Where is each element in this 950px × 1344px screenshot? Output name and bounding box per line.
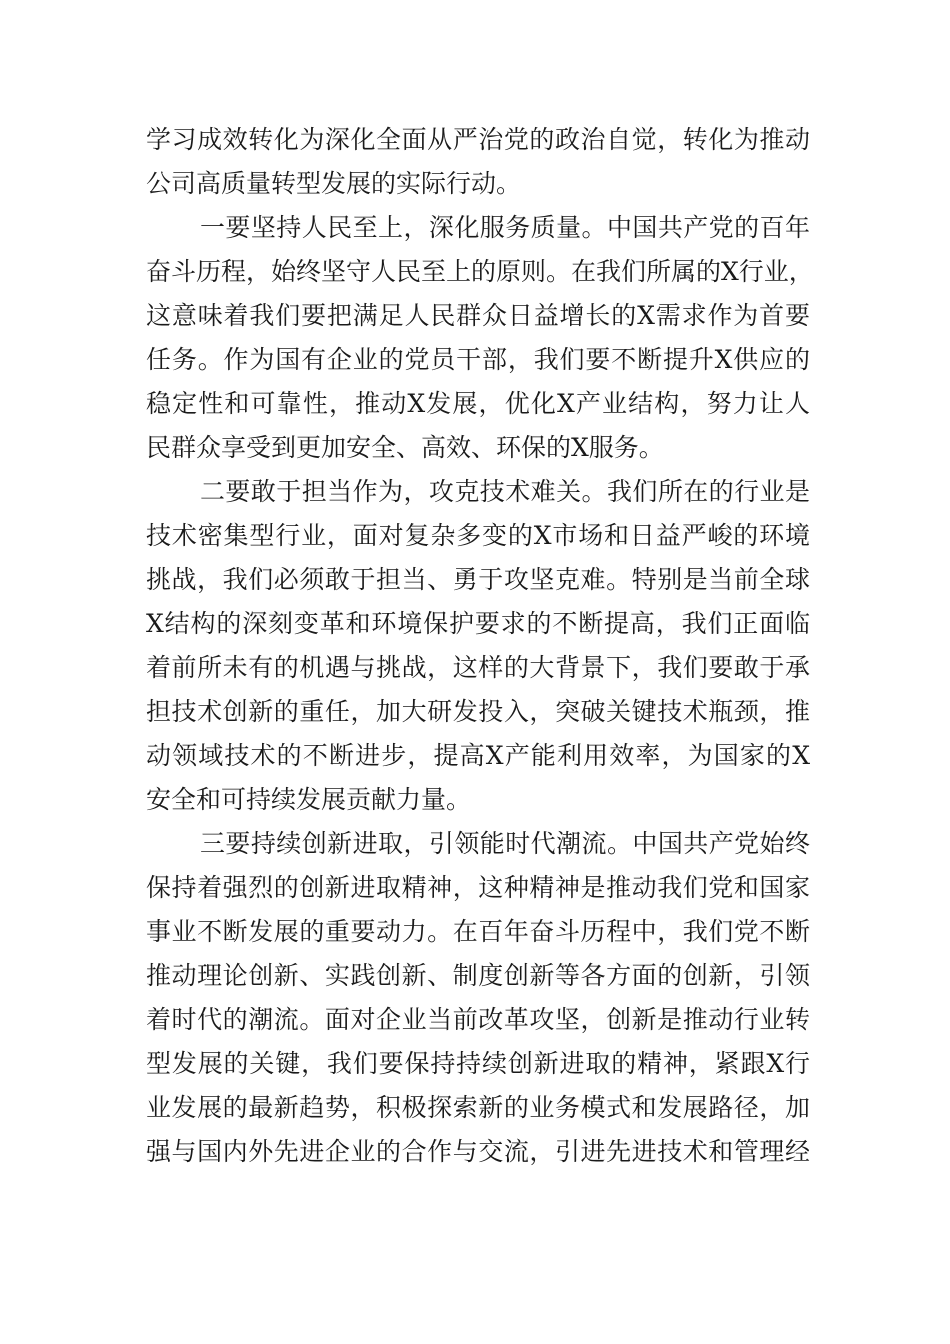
body-text: [146, 118, 814, 1174]
text-line: 推动理论创新、实践创新、制度创新等各方面的创新，引领: [146, 961, 810, 990]
text-line: 任务。作为国有企业的党员干部，我们要不断提升X供应的: [146, 345, 810, 374]
text-line: 奋斗历程，始终坚守人民至上的原则。在我们所属的X行业，: [146, 257, 814, 286]
text-line: X结构的深刻变革和环境保护要求的不断提高，我们正面临: [146, 609, 810, 638]
text-line: 着前所未有的机遇与挑战，这样的大背景下，我们要敢于承: [146, 653, 810, 682]
text-line: 着时代的潮流。面对企业当前改革攻坚，创新是推动行业转: [146, 1005, 810, 1034]
paragraph-first-line: 三要持续创新进取，引领能时代潮流。中国共产党始终: [200, 829, 810, 858]
text-line: 民群众享受到更加安全、高效、环保的X服务。: [146, 433, 664, 462]
paragraph-first-line: 一要坚持人民至上，深化服务质量。中国共产党的百年: [200, 213, 810, 242]
paragraph-first-line: 二要敢于担当作为，攻克技术难关。我们所在的行业是: [200, 477, 810, 506]
text-line: 学习成效转化为深化全面从严治党的政治自觉，转化为推动: [146, 125, 810, 154]
text-line: 业发展的最新趋势，积极探索新的业务模式和发展路径，加: [146, 1093, 810, 1122]
text-line: 保持着强烈的创新进取精神，这种精神是推动我们党和国家: [146, 873, 810, 902]
text-line: 型发展的关键，我们要保持持续创新进取的精神，紧跟X行: [146, 1049, 810, 1078]
text-line: 挑战，我们必须敢于担当、勇于攻坚克难。特别是当前全球: [146, 565, 810, 594]
text-line: 事业不断发展的重要动力。在百年奋斗历程中，我们党不断: [146, 917, 810, 946]
text-line: 这意味着我们要把满足人民群众日益增长的X需求作为首要: [146, 301, 810, 330]
text-line: 担技术创新的重任，加大研发投入，突破关键技术瓶颈，推: [146, 697, 810, 726]
text-line: 强与国内外先进企业的合作与交流，引进先进技术和管理经: [146, 1137, 810, 1166]
text-line: 安全和可持续发展贡献力量。: [146, 785, 472, 814]
text-line: 技术密集型行业，面对复杂多变的X市场和日益严峻的环境: [146, 521, 810, 550]
text-line: 公司高质量转型发展的实际行动。: [146, 169, 522, 198]
text-line: 动领域技术的不断进步，提高X产能利用效率，为国家的X: [146, 741, 810, 770]
text-line: 稳定性和可靠性，推动X发展，优化X产业结构，努力让人: [146, 389, 810, 418]
